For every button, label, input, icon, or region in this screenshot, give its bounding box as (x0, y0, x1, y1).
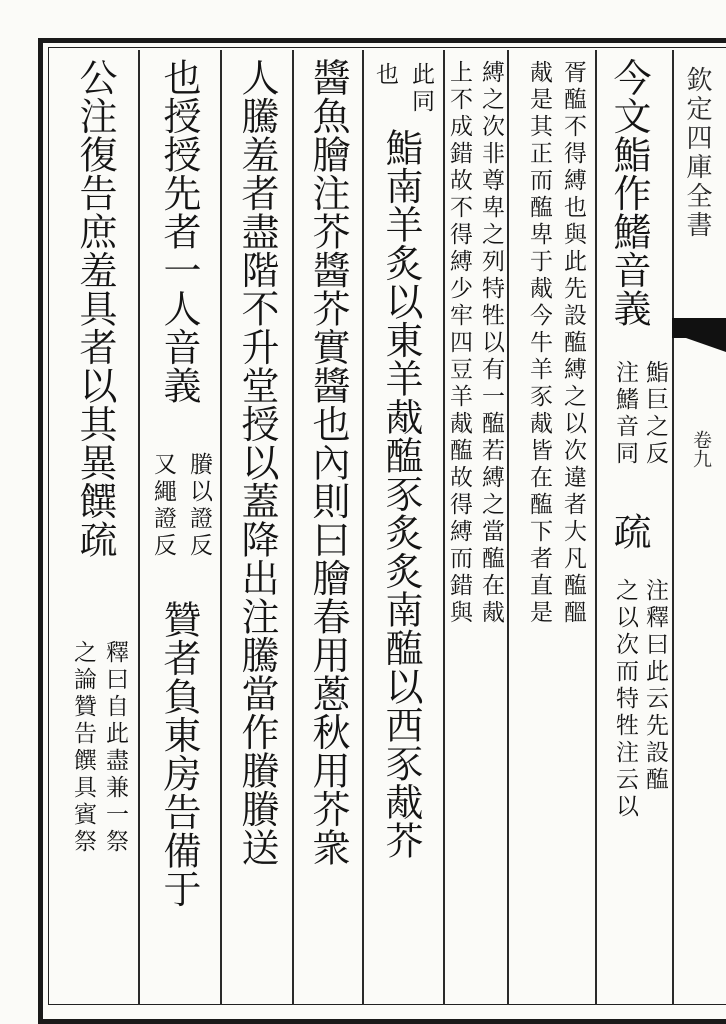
fishtail-mark (672, 318, 726, 338)
note-column-1a: 鮨巨之反 (642, 360, 668, 468)
note-column-1b: 注鰭音同 (612, 360, 638, 468)
juan-label: 卷九 (690, 430, 712, 468)
note-column-8b: 之論贊告饌具賓祭 (70, 640, 96, 856)
note-column-4a: 此同 (408, 62, 434, 116)
note-column-1c: 注釋曰此云先設醢 (642, 578, 668, 794)
note-column-7b: 又繩證反 (150, 452, 176, 560)
text-column-6-large: 人騰羞者盡階不升堂授以蓋降出注騰當作賸賸送 (235, 58, 279, 867)
text-column-7-large-b: 贊者負東房告備于 (157, 600, 201, 908)
note-column-7a: 賸以證反 (186, 452, 212, 560)
center-fold-rule (672, 50, 674, 1005)
column-rule (595, 50, 597, 1005)
text-column-5-large: 醬魚膾注芥醬芥實醬也內則曰膾春用蔥秋用芥衆 (306, 58, 350, 867)
column-rule (220, 50, 222, 1005)
note-column-1d: 之以次而特牲注云以 (612, 578, 638, 821)
note-column-4b: 也 (372, 62, 398, 89)
note-column-3b: 上不成錯故不得縛少牢四豆羊胾醢故得縛而錯與 (446, 60, 472, 627)
text-column-4-large: 鮨南羊炙以東羊胾醢豕炙炙南醢以西豕胾芥 (379, 128, 423, 860)
note-column-8a: 釋曰自此盡兼一祭 (102, 640, 128, 856)
column-rule (292, 50, 294, 1005)
text-column-1-large-b: 疏 (607, 512, 651, 551)
column-rule (138, 50, 140, 1005)
note-column-2b: 胾是其正而醢卑于胾今牛羊豕胾皆在醢下者直是 (526, 60, 552, 627)
text-column-7-large-a: 也授授先者一人音義 (157, 58, 201, 405)
note-column-3a: 縛之次非尊卑之列特牲以有一醢若縛之當醢在胾 (478, 60, 504, 627)
column-rule (443, 50, 445, 1005)
book-title: 欽定四庫全書 (682, 66, 712, 240)
note-column-2a: 胥醢不得縛也與此先設醢縛之以次違者大凡醢醞 (560, 60, 586, 627)
text-column-1-large: 今文鮨作鰭音義 (607, 58, 651, 328)
column-rule (362, 50, 364, 1005)
text-column-8-large: 公注復告庶羞具者以其異饌疏 (73, 58, 117, 559)
column-rule (507, 50, 509, 1005)
